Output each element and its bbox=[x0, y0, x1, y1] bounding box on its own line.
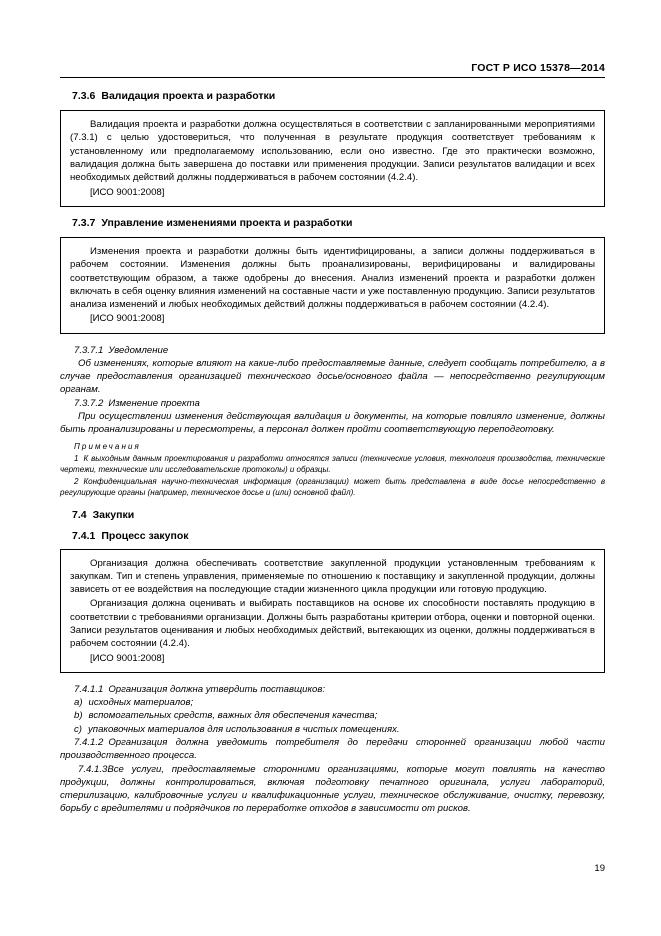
heading-7-3-7-number: 7.3.7 bbox=[72, 216, 96, 229]
clause-7-3-7-2-title: Изменение проекта bbox=[108, 397, 200, 409]
clause-7-3-7-2-body: При осуществлении изменения действующая валидация и документы, на которые повлияло изменение, должны быть проанализированы и пересмотрены, а персонал должен пройти соответствующую переподготовку. bbox=[60, 411, 605, 436]
heading-7-4-1-number: 7.4.1 bbox=[72, 529, 96, 542]
iso-quote-box-7-3-7 bbox=[60, 237, 605, 334]
clause-7-4-1-2 bbox=[60, 736, 605, 763]
clause-7-3-7-1 bbox=[60, 344, 605, 397]
clause-7-4-1-2-body bbox=[60, 736, 605, 763]
heading-7-4-1 bbox=[60, 530, 605, 549]
clause-7-4-1-1 bbox=[60, 683, 605, 736]
heading-7-3-6-title: Валидация проекта и разработки bbox=[101, 90, 276, 102]
list-item-marker: a) bbox=[74, 697, 83, 709]
clause-7-3-7-1-body: Об изменениях, которые влияют на какие-либо предоставляемые данные, следует сообщать потребителю, а в случае предоставления организацией технического досье/основного файла — непосредственно регулирующим органам. bbox=[60, 357, 605, 396]
running-header: ГОСТ Р ИСО 15378—2014 bbox=[471, 62, 605, 74]
note-number: 2 bbox=[74, 476, 79, 486]
list-item-text: вспомогательных средств, важных для обеспечения качества; bbox=[88, 710, 378, 722]
page-content bbox=[60, 0, 605, 816]
clause-7-4-1-3-body bbox=[60, 763, 605, 816]
clause-7-4-1-1-number: 7.4.1.1 bbox=[74, 683, 104, 695]
quote-paragraph: Изменения проекта и разработки должны быть идентифицированы, а записи должны поддерживаться в рабочем состоянии. Изменения должны быть проанализированы, верифицированы и валидированы соответствующим образом, а также одобрены до внесения. Анализ изменений проекта и разработки должен включать в себя оценку влияния изменений на составные части и уже поставленную продукцию. Записи результатов анализа изменений и любых необходимых действий должны поддерживаться в рабочем состоянии (4.2.4). bbox=[70, 245, 595, 311]
clause-7-3-7-2 bbox=[60, 397, 605, 437]
page-number: 19 bbox=[594, 863, 605, 874]
clause-7-4-1-3-number: 7.4.1.3 bbox=[78, 763, 108, 775]
heading-7-4-1-title: Процесс закупок bbox=[101, 529, 189, 542]
quote-source: [ИСО 9001:2008] bbox=[90, 313, 165, 325]
clause-7-3-7-1-title: Уведомление bbox=[108, 344, 169, 356]
list-item-marker: c) bbox=[74, 723, 82, 735]
clause-7-3-7-2-number: 7.3.7.2 bbox=[74, 397, 104, 409]
heading-7-4-title: Закупки bbox=[92, 509, 135, 522]
clause-7-4-1-3-text: Все услуги, предоставляемые сторонними организациями, которые могут повлиять на качество продукции, должны контролироваться, включая подготовку печатного оригинала, услуги лабораторий, стерилизацию, калибровочные услуги и квалификационные услуги, техническое обслуживание, очистку, перевозку, борьбу с вредителями и подрядчиков по переработке отходов в зависимости от рисков. bbox=[60, 763, 605, 815]
header-rule bbox=[60, 77, 605, 78]
clause-7-3-7-1-number: 7.3.7.1 bbox=[74, 344, 104, 356]
heading-7-3-7-title: Управление изменениями проекта и разработки bbox=[101, 216, 353, 229]
quote-paragraph: Организация должна обеспечивать соответствие закупленной продукции установленным требованиям к закупкам. Тип и степень управления, применяемые по отношению к поставщику и закупленной продукции, должны зависеть от ее воздействия на последующие стадии жизненного цикла продукции или готовую продукцию. bbox=[70, 557, 595, 596]
clause-7-4-1-2-number: 7.4.1.2 bbox=[74, 737, 104, 749]
quote-source: [ИСО 9001:2008] bbox=[90, 186, 165, 198]
list-item bbox=[60, 696, 605, 709]
notes-title: Примечания bbox=[74, 441, 141, 451]
note-text: К выходным данным проектирования и разработки относятся записи (технические условия, технология производства, технические чертежи, технические или исследовательские протоколы) и образцы. bbox=[60, 453, 605, 475]
iso-quote-box-7-4-1 bbox=[60, 549, 605, 673]
clause-7-3-7-1-heading bbox=[60, 344, 605, 357]
heading-7-3-6 bbox=[60, 90, 605, 110]
quote-paragraph: Валидация проекта и разработки должна осуществляться в соответствии с запланированными мероприятиями (7.3.1) с целью удостовериться, что полученная в результате продукция соответствует требованиям к установленному или предполагаемому использованию, если оно известно. Где это практически возможно, валидация должна быть завершена до поставки или применения продукции. Записи результатов валидации и всех необходимых действий должны поддерживаться в рабочем состоянии (4.2.4). bbox=[70, 119, 595, 184]
heading-7-4 bbox=[60, 509, 605, 529]
heading-7-3-7 bbox=[60, 217, 605, 237]
heading-7-3-6-number: 7.3.6 bbox=[72, 90, 96, 102]
heading-7-4-number: 7.4 bbox=[72, 509, 87, 522]
list-item bbox=[60, 709, 605, 722]
list-item-marker: b) bbox=[74, 710, 83, 722]
iso-quote-box-7-3-6 bbox=[60, 110, 605, 207]
list-item bbox=[60, 723, 605, 736]
clause-7-4-1-2-text: Организация должна уведомить потребителя до передачи сторонней организации любой части производственного процесса. bbox=[60, 737, 605, 762]
clause-7-3-7-2-heading bbox=[60, 397, 605, 410]
note-item bbox=[60, 453, 605, 476]
note-text: Конфиденциальная научно-техническая информация (организации) может быть представлена в виде досье непосредственно в регулирующие органы (например, техническое досье и (или) основной файл). bbox=[60, 476, 605, 498]
list-item-text: исходных материалов; bbox=[88, 697, 194, 709]
clause-7-4-1-1-title: Организация должна утвердить поставщиков: bbox=[108, 683, 326, 695]
note-number: 1 bbox=[74, 453, 79, 463]
clause-7-4-1-3 bbox=[60, 763, 605, 816]
notes-block bbox=[60, 441, 605, 499]
quote-paragraph: Организация должна оценивать и выбирать поставщиков на основе их способности поставлять продукцию в соответствии с требованиями организации. Должны быть разработаны критерии отбора, оценки и повторной оценки. Записи результатов оценивания и любых необходимых действий, вытекающих из оценки, должны поддерживаться в рабочем состоянии (4.2.4). bbox=[70, 598, 595, 650]
quote-source: [ИСО 9001:2008] bbox=[90, 652, 165, 664]
clause-7-4-1-1-heading bbox=[60, 683, 605, 696]
list-item-text: упаковочных материалов для использования в чистых помещениях. bbox=[88, 723, 400, 735]
note-item bbox=[60, 476, 605, 499]
